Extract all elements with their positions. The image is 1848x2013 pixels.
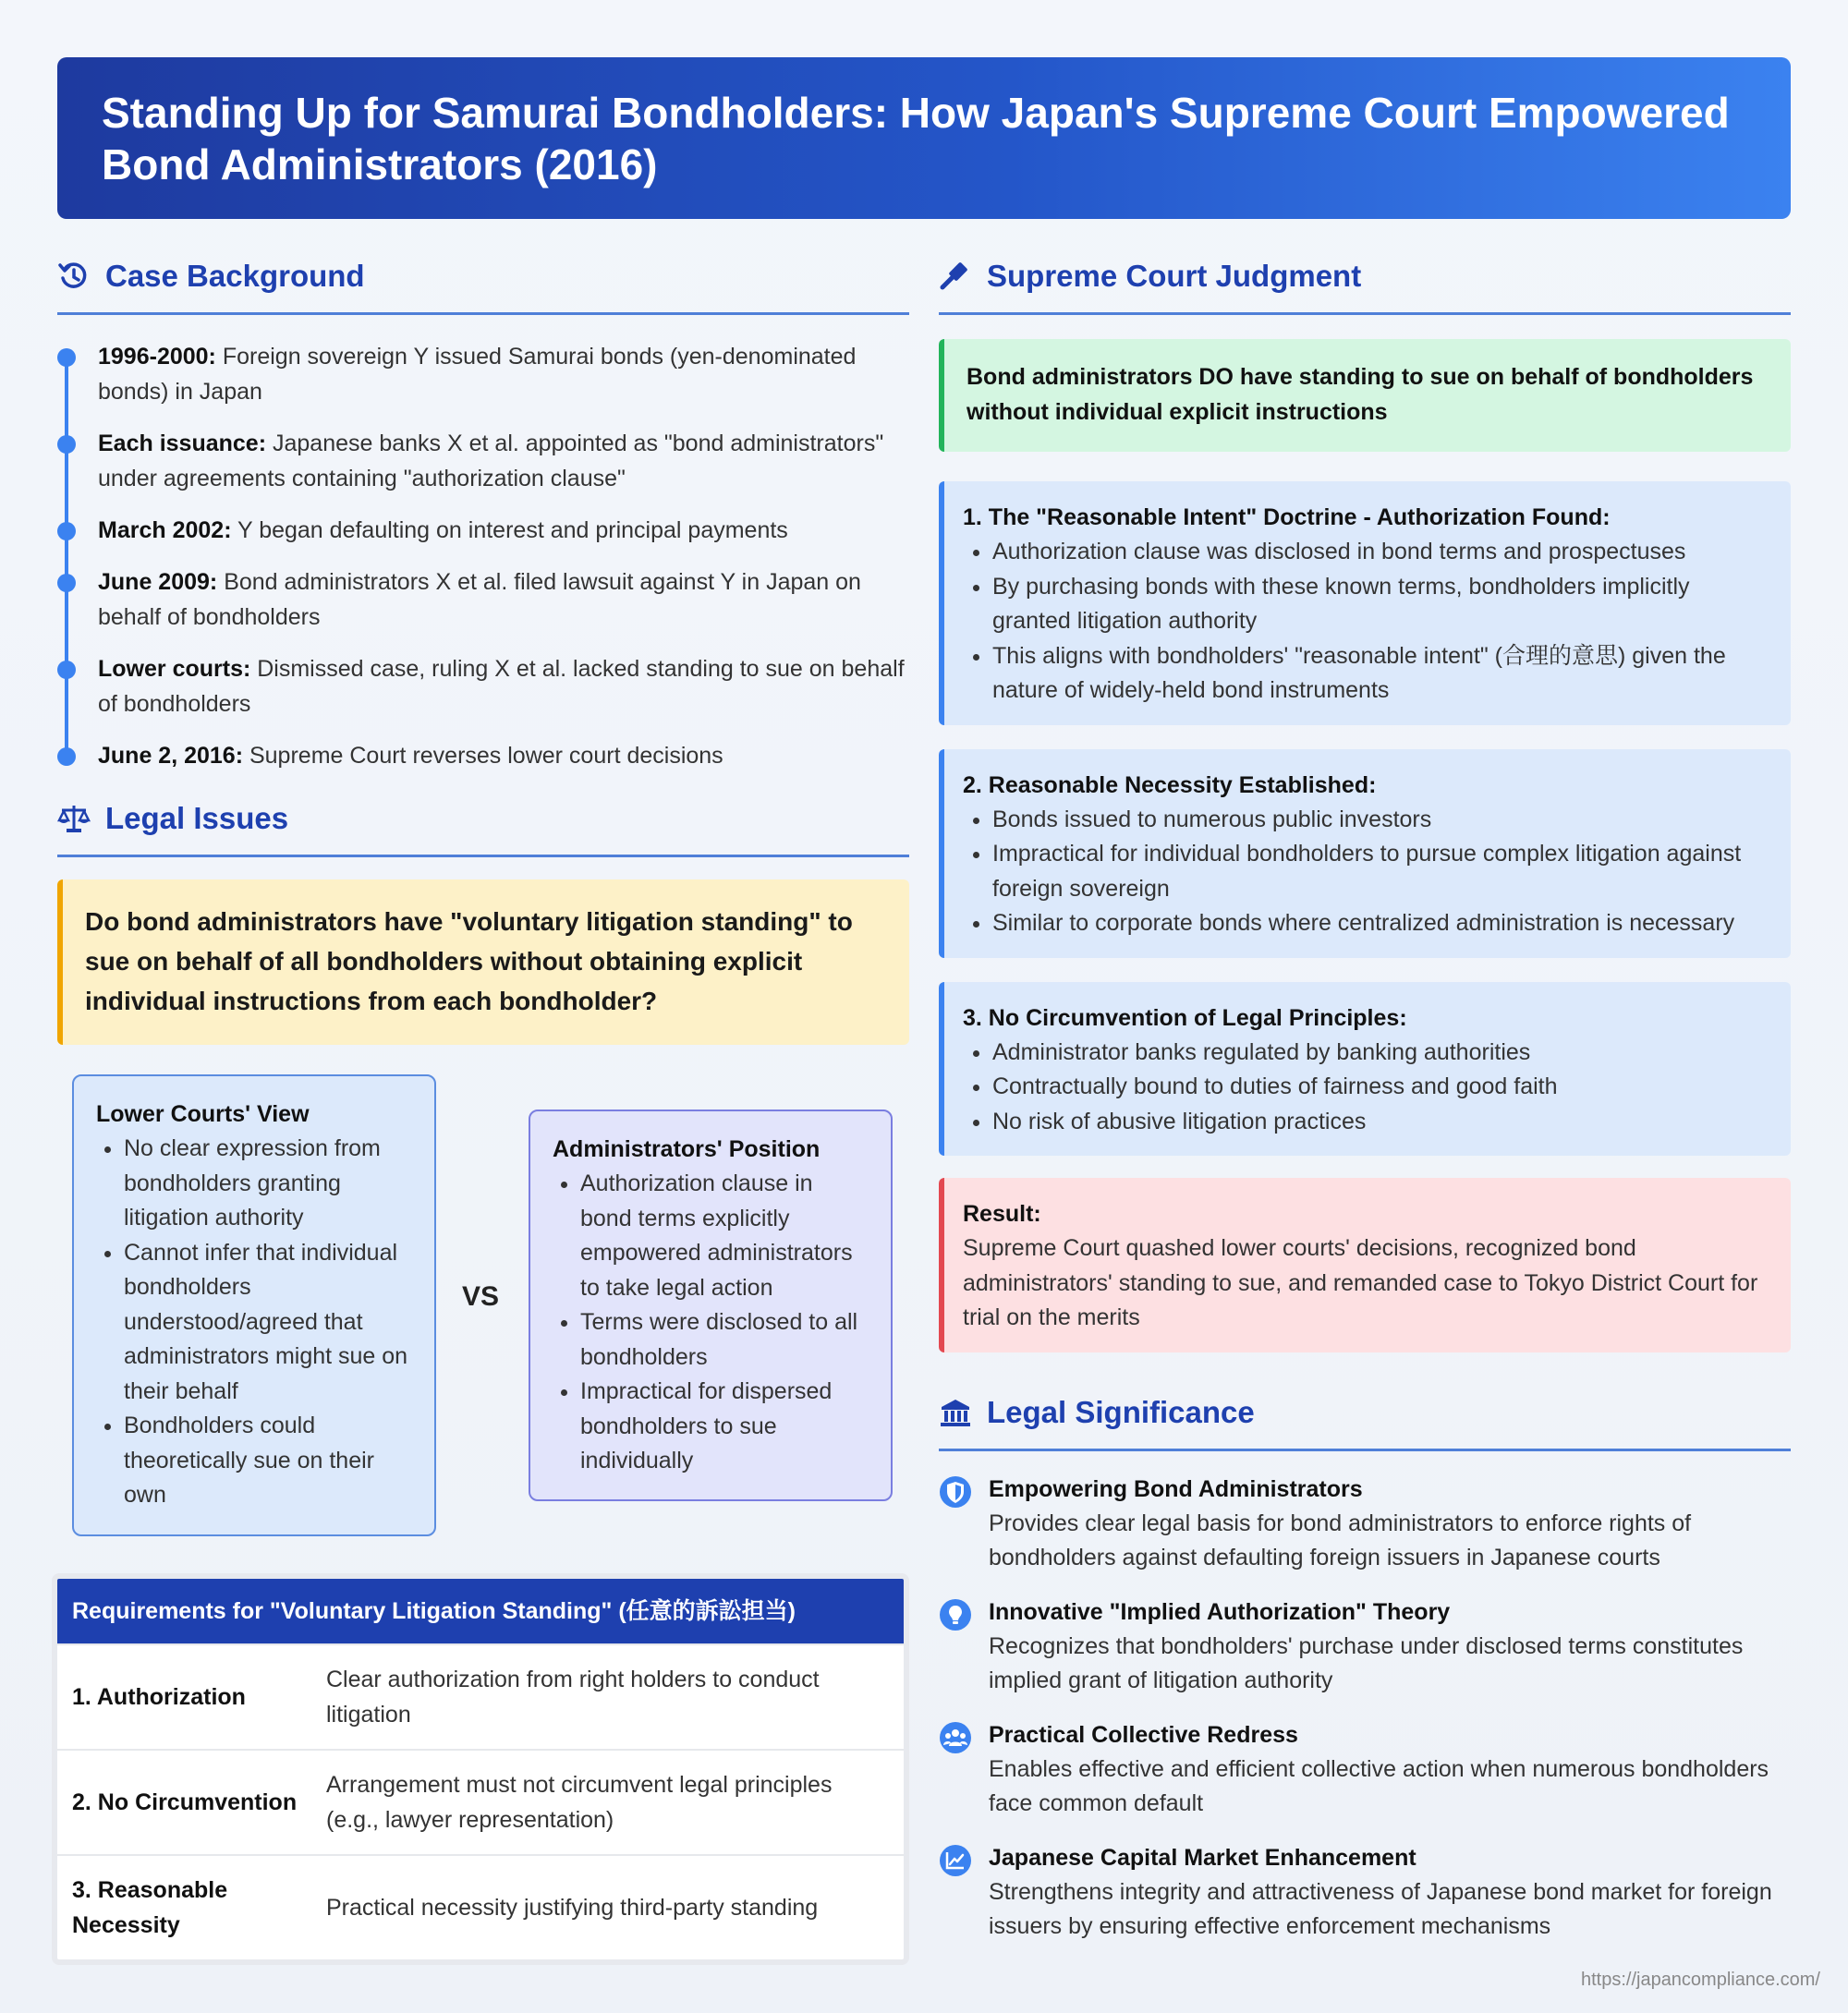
timeline-dot — [57, 747, 76, 766]
list-item: • Impractical for individual bondholders to pursue complex litigation against foreign sovereign — [992, 837, 1769, 906]
list-item: Innovative "Implied Authorization" Theory Recognizes that bondholders' purchase under disclosed terms constitutes implied grant of litigation authority — [939, 1595, 1791, 1699]
chart-line-icon — [939, 1844, 972, 1877]
header-banner — [57, 57, 1791, 219]
vs-label: VS — [462, 1281, 500, 1312]
table-row: 2. No Circumvention Arrangement must not circumvent legal principles (e.g., lawyer representation) — [57, 1749, 904, 1854]
list-item: • Bondholders could theoretically sue on their own — [124, 1409, 414, 1513]
result-box: Result: Supreme Court quashed lower courts' decisions, recognized bond administrators' standing to sue, and remanded case to Tokyo District Court for trial on the merits — [939, 1178, 1791, 1352]
judgment-heading: Supreme Court Judgment — [939, 249, 1791, 315]
legal-significance-heading: Legal Significance — [939, 1386, 1791, 1451]
holding-box: Bond administrators DO have standing to sue on behalf of bondholders without individual explicit instructions — [939, 339, 1791, 452]
list-item: • Terms were disclosed to all bondholders — [580, 1305, 870, 1375]
list-item: Practical Collective Redress Enables effective and efficient collective action when numerous bondholders face common default — [939, 1717, 1791, 1822]
list-item: • Bonds issued to numerous public investors — [992, 803, 1769, 838]
lower-courts-view-card: Lower Courts' View • No clear expression from bondholders granting litigation authority • Cannot infer that individual bondholders understood/agreed that administrators might sue on their behalf • Bondholders could theoretically sue on their own — [72, 1074, 436, 1536]
timeline-item: Each issuance: Japanese banks X et al. appointed as "bond administrators" under agreements containing "authorization clause" — [98, 426, 909, 496]
bank-icon — [939, 1396, 972, 1429]
central-question: Do bond administrators have "voluntary litigation standing" to sue on behalf of all bondholders without obtaining explicit individual instructions from each bondholder? — [57, 879, 909, 1045]
timeline-dot — [57, 348, 76, 367]
list-item: Empowering Bond Administrators Provides clear legal basis for bond administrators to enforce rights of bondholders against defaulting foreign issuers in Japanese courts — [939, 1472, 1791, 1576]
source-url: https://japancompliance.com/ — [1580, 1970, 1820, 1990]
timeline-dot — [57, 661, 76, 679]
people-group-icon — [939, 1721, 972, 1754]
list-item: • No clear expression from bondholders granting litigation authority — [124, 1132, 414, 1236]
list-item: • Administrator banks regulated by banking authorities — [992, 1036, 1769, 1071]
gavel-icon — [939, 260, 972, 293]
reasoning-point-card: 3. No Circumvention of Legal Principles: • Administrator banks regulated by banking authorities • Contractually bound to duties of fairness and good faith • No risk of abusive litigation practices — [939, 982, 1791, 1157]
list-item: • By purchasing bonds with these known terms, bondholders implicitly granted litigation authority — [992, 570, 1769, 639]
list-item: • Authorization clause was disclosed in bond terms and prospectuses — [992, 535, 1769, 570]
shield-icon — [939, 1475, 972, 1509]
page-title: Standing Up for Samurai Bondholders: How Japan's Supreme Court Empowered Bond Administrators (2016) — [102, 89, 1730, 188]
scales-icon — [57, 802, 91, 835]
left-column — [57, 249, 909, 1965]
requirements-table — [52, 1573, 909, 1965]
timeline-item: March 2002: Y began defaulting on interest and principal payments — [98, 513, 909, 548]
list-item: • No risk of abusive litigation practices — [992, 1105, 1769, 1140]
right-column — [939, 249, 1791, 1963]
administrators-position-card: Administrators' Position • Authorization clause in bond terms explicitly empowered administrators to take legal action • Terms were disclosed to all bondholders • Impractical for dispersed bondholders to sue individually — [529, 1110, 893, 1501]
table-row: 3. Reasonable Necessity Practical necessity justifying third-party standing — [57, 1854, 904, 1959]
timeline-item: June 2, 2016: Supreme Court reverses lower court decisions — [98, 738, 909, 773]
timeline-item: 1996-2000: Foreign sovereign Y issued Samurai bonds (yen-denominated bonds) in Japan — [98, 339, 909, 409]
history-icon — [57, 260, 91, 293]
lightbulb-icon — [939, 1598, 972, 1631]
reasoning-point-card: 2. Reasonable Necessity Established: • Bonds issued to numerous public investors • Impractical for individual bondholders to pursue complex litigation against foreign sovereign • Similar to corporate bonds where centralized administration is necessary — [939, 749, 1791, 958]
requirements-table-header: Requirements for "Voluntary Litigation Standing" (任意的訴訟担当) — [57, 1579, 904, 1643]
timeline-dot — [57, 574, 76, 592]
timeline-item: Lower courts: Dismissed case, ruling X et al. lacked standing to sue on behalf of bondholders — [98, 651, 909, 722]
list-item: • Authorization clause in bond terms explicitly empowered administrators to take legal action — [580, 1167, 870, 1305]
list-item: • Cannot infer that individual bondholders understood/agreed that administrators might sue on their behalf — [124, 1236, 414, 1410]
list-item: • Contractually bound to duties of fairness and good faith — [992, 1070, 1769, 1105]
significance-list — [939, 1472, 1791, 1945]
case-background-heading: Case Background — [57, 249, 909, 315]
list-item: • Similar to corporate bonds where centralized administration is necessary — [992, 906, 1769, 941]
list-item: • Impractical for dispersed bondholders to sue individually — [580, 1375, 870, 1479]
legal-issues-heading: Legal Issues — [57, 792, 909, 857]
table-row: 1. Authorization Clear authorization from right holders to conduct litigation — [57, 1643, 904, 1749]
timeline-dot — [57, 522, 76, 540]
comparison — [57, 1074, 909, 1555]
list-item: • This aligns with bondholders' "reasonable intent" (合理的意思) given the nature of widely-held bond instruments — [992, 639, 1769, 709]
list-item: Japanese Capital Market Enhancement Strengthens integrity and attractiveness of Japanese bond market for foreign issuers by ensuring effective enforcement mechanisms — [939, 1840, 1791, 1945]
timeline-dot — [57, 435, 76, 454]
timeline — [57, 339, 909, 773]
reasoning-point-card: 1. The "Reasonable Intent" Doctrine - Authorization Found: • Authorization clause was disclosed in bond terms and prospectuses • By purchasing bonds with these known terms, bondholders implicitly granted litigation authority • This aligns with bondholders' "reasonable intent" (合理的意思) given the nature of widely-held bond instruments — [939, 481, 1791, 725]
timeline-item: June 2009: Bond administrators X et al. filed lawsuit against Y in Japan on behalf of bondholders — [98, 564, 909, 635]
